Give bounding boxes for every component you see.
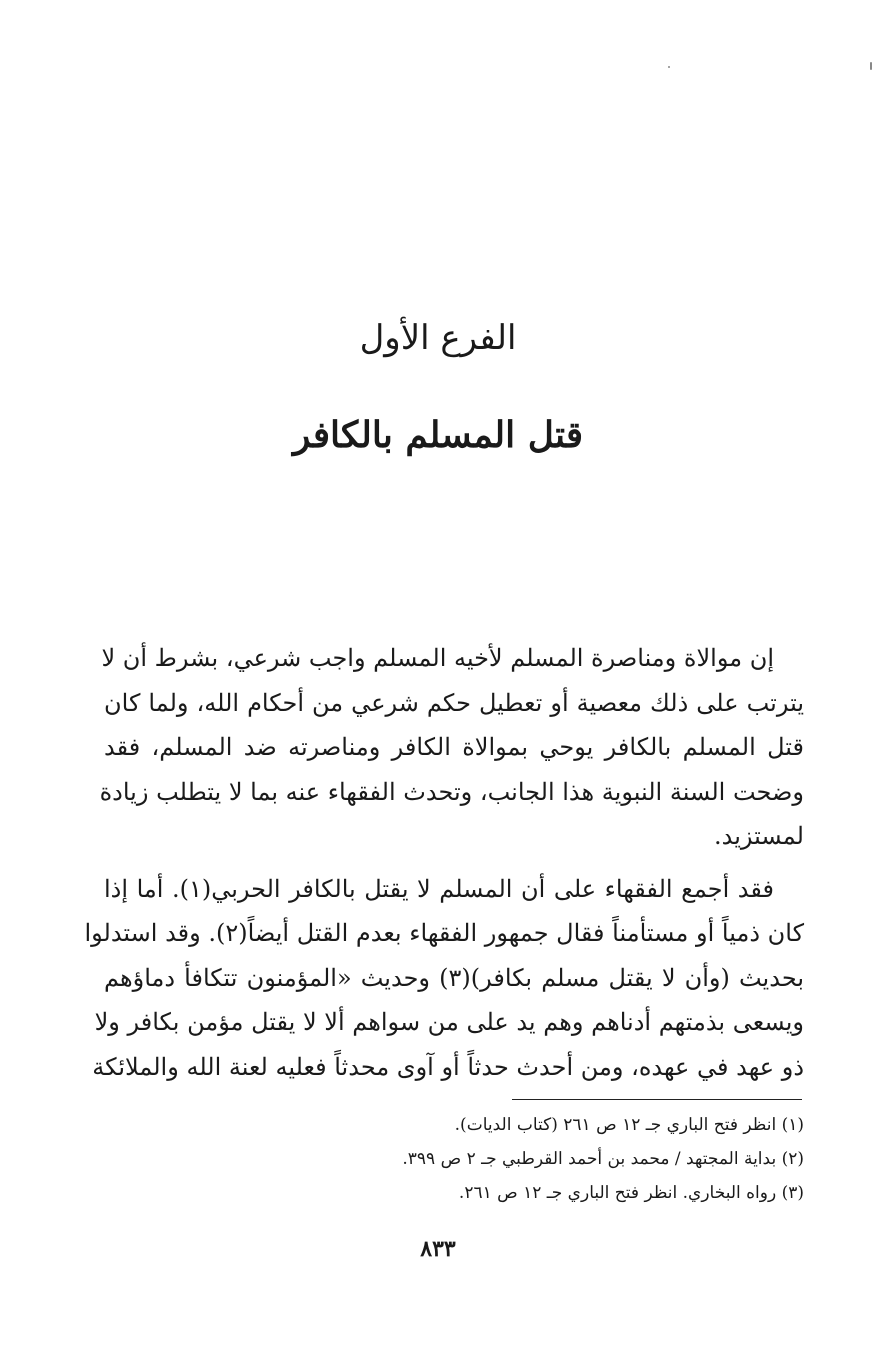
- text-line: يترتب على ذلك معصية أو تعطيل حكم شرعي من أحكام الله، ولما كان: [104, 688, 804, 717]
- page-number: ٨٣٣: [420, 1236, 456, 1262]
- footnote-divider: [512, 1099, 802, 1100]
- paragraph-gap: [104, 859, 804, 867]
- text-line: إن موالاة ومناصرة المسلم لأخيه المسلم واجب شرعي، بشرط أن لا: [101, 644, 774, 672]
- paragraph-2: [84, 867, 805, 1090]
- footnote-3: (٣) رواه البخاري. انظر فتح الباري جـ ١٢ ص ٢٦١.: [458, 1183, 804, 1203]
- section-label: الفرع الأول: [359, 318, 517, 358]
- text-line: قتل المسلم بالكافر يوحي بموالاة الكافر ومناصرته ضد المسلم، فقد: [104, 733, 804, 761]
- footnotes: [244, 1108, 804, 1210]
- footnote-2: (٢) بداية المجتهد / محمد بن أحمد القرطبي جـ ٢ ص ٣٩٩.: [402, 1149, 804, 1169]
- body-text: [84, 636, 805, 1089]
- text-line: فقد أجمع الفقهاء على أن المسلم لا يقتل بالكافر الحربي(١). أما إذا: [104, 874, 775, 903]
- chapter-title: قتل المسلم بالكافر: [292, 414, 584, 456]
- text-line: ويسعى بذمتهم أدناهم وهم يد على من سواهم ألا لا يقتل مؤمن بكافر ولا: [94, 1008, 804, 1036]
- footnote-1: (١) انظر فتح الباري جـ ١٢ ص ٢٦١ (كتاب الديات).: [454, 1115, 804, 1135]
- text-line: كان ذمياً أو مستأمناً فقال جمهور الفقهاء بعدم القتل أيضاً(٢). وقد استدلوا: [84, 919, 804, 947]
- text-line: وضحت السنة النبوية هذا الجانب، وتحدث الفقهاء عنه بما لا يتطلب زيادة: [99, 777, 804, 806]
- scan-speck: [668, 66, 670, 68]
- text-line: ذو عهد في عهده، ومن أحدث حدثاً أو آوى محدثاً فعليه لعنة الله والملائكة: [92, 1052, 804, 1081]
- text-line: بحديث (وأن لا يقتل مسلم بكافر)(٣) وحديث «المؤمنون تتكافأ دماؤهم: [104, 963, 805, 992]
- paragraph-1: [99, 636, 804, 859]
- scan-mark: [870, 62, 872, 70]
- text-line: لمستزيد.: [714, 822, 804, 850]
